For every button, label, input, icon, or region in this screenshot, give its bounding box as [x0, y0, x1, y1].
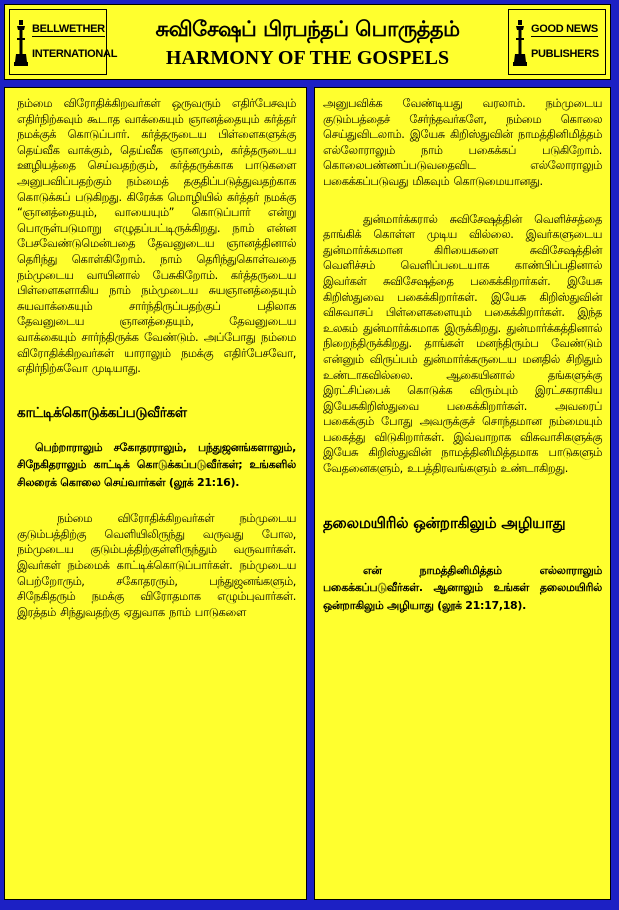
- paragraph: அனுபவிக்க வேண்டியது வரலாம். நம்முடைய குடும்பத்தைச் சேர்ந்தவர்களே, நம்மை கொலை செய்துவிடலாம். இயேசு கிறிஸ்துவின் நாமத்தினிமித்தம் எல்லோராலும் நாம் பகைக்கப் படுகிறோம். கொலைபண்ணப்படுவதைவிட எல்லோராலும் பகைக்கப்படுவது மிகவும் கொடுமையானது.: [323, 97, 602, 188]
- header-banner: [4, 4, 611, 80]
- lamp-tower-icon: [513, 18, 527, 68]
- right-column: [314, 87, 611, 900]
- paragraph: நம்மை விரோதிக்கிறவர்கள் நம்முடைய குடும்பத்திற்கு வெளியிலிருந்து வருவது போல, நம்முடைய குடும்பத்திற்குள்ளிருந்தும் வருவார்கள். இவர்கள் நம்மைக் காட்டிக்கொடுப்பார்கள். நம்முடைய பெற்றோரும், சகோதரரும், பந்துஜனங்களும், சிநேகிதரும் நமக்கு விரோதமாக எழும்புவார்கள். இரத்தம் சிந்துவதற்கு ஏதுவாக நாம் பாடுகளை: [17, 512, 296, 619]
- title-tamil: சுவிசேஷப் பிரபந்தப் பொருத்தம்: [155, 17, 460, 41]
- section-heading: தலைமயிரில் ஒன்றாகிலும் அழியாது: [323, 513, 566, 532]
- logo-line-2: INTERNATIONAL: [32, 48, 118, 60]
- paragraph: துன்மார்க்கரால் சுவிசேஷத்தின் வெளிச்சத்தை தாங்கிக் கொள்ள முடிய வில்லை. இவர்களுடைய துன்மார்க்கமான கிரியைகளை சுவிசேஷத்தின் வெளிச்சம் வெளிப்படையாக காண்பிப்பதினால் இவர்கள் சுவிசேஷத்தை பகைக்கிறார்கள். இயேசு கிறிஸ்துவை பகைக்கிறார்கள். இயேசு கிறிஸ்துவின் விசுவாசப் பிள்ளைகளையும் பகைக்கிறார்கள். இந்த உலகம் துன்மார்க்கமாக இருக்கிறது. துன்மார்க்கத்தினால் நிறைந்திருக்கிறது. தாங்கள் மனந்திரும்ப வேண்டும் என்னும் விருப்பம் துன்மார்க்கருடைய மனதில் சிறிதும் உண்டாகவில்லை. ஆகையினால் தங்களுக்கு இரட்சிப்பைக் கொடுக்க விரும்பும் இரட்சகராகிய இயேசுகிறிஸ்துவை பகைக்கிறார்கள். அவரைப் பகைக்கும் போது அவருக்குச் சொந்தமான நம்மையும் பகைத்து விடுகிறார்கள். இவ்வாறாக விசுவாசிகளுக்கு இயேசு கிறிஸ்துவின் நாமத்தினிமித்தமாக பாடுகளும் வேதனைகளும், உபத்திரவங்களும் உண்டாகிறது.: [323, 212, 602, 476]
- bellwether-logo: [9, 9, 118, 75]
- title-english: HARMONY OF THE GOSPELS: [165, 47, 450, 69]
- section-heading: காட்டிக்கொடுக்கப்படுவீர்கள்: [17, 404, 187, 421]
- logo-line-2: PUBLISHERS: [531, 48, 599, 60]
- logo-line-1: GOOD NEWS: [531, 23, 598, 35]
- left-column: [4, 87, 307, 900]
- scripture-verse: என் நாமத்தினிமித்தம் எல்லாராலும் பகைக்கப்படுவீர்கள். ஆனாலும் உங்கள் தலைமயிரில் ஒன்றாகிலும் அழியாது (லூக் 21:17,18).: [323, 563, 602, 612]
- paragraph: நம்மை விரோதிக்கிறவர்கள் ஒருவரும் எதிர்பேசவும் எதிர்நிற்கவும் கூடாத வாக்கையும் ஞானத்தையும் கர்த்தர் நமக்குக் கொடுப்பார். கர்த்தருடைய பிள்ளைகளுக்கு தெய்வீக வாக்கும், தெய்வீக ஞானமும், கர்த்தருடைய ஊழியத்தை செய்வதற்கும், கர்த்தருக்காக பாடுகளை அனுபவிப்பதற்கும் நம்மைத் தகுதிப்படுத்துவதற்காக கொடுக்கப் படுகிறது. கிரேக்க மொழியில் கர்த்தர் நமக்கு “ஞானத்தையும், வாயையும்” கொடுப்பார் என்று பொருள்படுமாறு எழுதப்பட்டிருக்கிறது. நாம் என்ன பேசவேண்டுமென்பதை தேவனுடைய ஞானத்தினால் தெரிந்து கொள்கிறோம். நாம் தெரிந்துகொள்வதை நம்முடைய வாயினால் பேசுகிறோம். கர்த்தருடைய பிள்ளைகளாகிய நாம் நம்முடைய சுயஞானத்தையும் சுயவாக்கையும் சார்ந்திருப்பதற்குப் பதிலாக தேவனுடைய ஞானத்தையும், தேவனுடைய வாக்கையும் சார்ந்திருக்க வேண்டும். அப்போது நம்மை விரோதிக்கிறவர்கள் யாராலும் நமக்கு எதிர்பேசவோ, எதிர்நிற்கவோ முடியாது.: [17, 97, 296, 376]
- page-title: [115, 9, 500, 75]
- lamp-tower-icon: [14, 18, 28, 68]
- scripture-verse: பெற்றாராலும் சகோதரராலும், பந்துஜனங்களாலும், சிநேகிதராலும் காட்டிக் கொடுக்கப்படுவீர்கள்; உங்களில் சிலரைக் கொலை செய்வார்கள் (லூக் 21:16).: [17, 440, 296, 489]
- logo-line-1: BELLWETHER: [32, 23, 105, 35]
- good-news-logo: [508, 9, 606, 75]
